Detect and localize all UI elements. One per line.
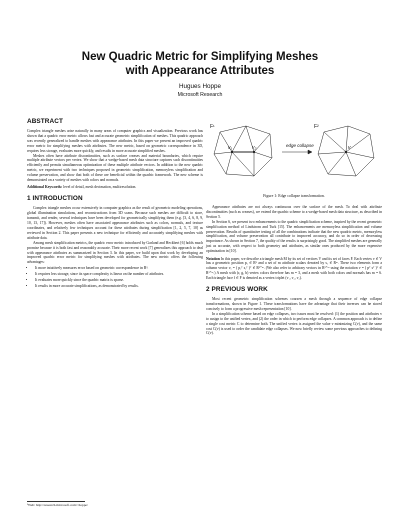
left-mesh-outline: [214, 126, 272, 176]
title-line-1: New Quadric Metric for Simplifying Meshes: [81, 51, 319, 63]
title-line-2: with Appearance Attributes: [125, 65, 275, 77]
introduction-heading: 1 INTRODUCTION: [27, 195, 83, 203]
right-column: [206, 118, 382, 336]
notation-label: Notation: [206, 256, 220, 261]
previous-work-paragraph-2: In a simplification scheme based on edge collapses, two issues must be resolved: (1) the position and attributes v to assign to the unified vertex, and (2) the order in which to perform edge collapses. A common approach is to define a single cost metric C to determine both. The unified vertex is assigned the value v minimizing C(v), and the same cost C(v) is used to order the candidate edge collapses. We now briefly review some previous approaches to defining C(v).: [206, 311, 382, 336]
author-name: Hugues Hoppe: [178, 83, 221, 90]
paper-title: [0, 50, 400, 78]
abstract-paragraph-2: Meshes often have attribute discontinuities, such as surface creases and material boundaries, which require multiple attribute vectors per vertex. We show that a wedge-based mesh data structure captures such discontinuities efficiently and permits simultaneous optimization of these multiple attribute vectors. In addition to the new quadric metric, we experiment with two techniques proposed in geometric simplification, memoryless simplification and volume preservation, and show that both of these are beneficial within the quadric framework. The new scheme is demonstrated on a variety of meshes with colors and normals.: [27, 153, 203, 183]
previous-work-heading: 2 PREVIOUS WORK: [206, 286, 268, 294]
label-edge-collapse: edge collapse: [286, 143, 314, 148]
keywords-text: level of detail, mesh decimation, multiresolution.: [63, 185, 137, 190]
left-column: [27, 118, 203, 290]
label-v1: v₁: [228, 145, 233, 151]
figure-edge-collapse: [206, 118, 382, 192]
edge-collapse-diagram: [206, 118, 382, 192]
intro-paragraph-2: Among mesh simplification metrics, the quadric error metric introduced by Garland and Heckbert [6] holds much promise because it is both fast and reasonably accurate. Their more recent work [7] generalizes this approach to deal with appearance attributes as summarized in Section 3. In this paper, we build upon that work by developing an improved quadric error metric for simplifying meshes with attributes. The new metric offers the following advantages:: [27, 240, 203, 265]
label-f2: F²: [314, 124, 319, 130]
author-affiliation: Microsoft Research: [177, 92, 223, 98]
previous-work-paragraph-1: Most recent geometric simplification schemes coarsen a mesh through a sequence of edge collapse transformations, shown in Figure 1. These transformations have the advantage that their inverses can be stored concisely to form a progressive mesh representation [10].: [206, 297, 382, 311]
notation-paragraph: [206, 257, 382, 282]
footnote: ¹Web: http://research.microsoft.com/~hoppe/: [27, 503, 88, 507]
list-item: • It requires less storage, since its space complexity is linear on the number of attributes.: [35, 272, 203, 277]
right-paragraph-1: Appearance attributes are not always continuous over the surface of the mesh. To deal with attribute discontinuities (such as creases), we extend the quadric scheme to a wedge-based mesh data structure, as described in Section 5.: [206, 205, 382, 219]
list-item: • It more intuitively measures error based on geometric correspondence in R³.: [35, 266, 203, 271]
keywords-label: Additional Keywords:: [27, 185, 63, 190]
abstract-heading: ABSTRACT: [27, 118, 63, 125]
label-v2: v₂: [252, 145, 257, 151]
label-f1: F¹: [210, 124, 215, 130]
notation-text: In this paper, we describe a triangle mesh M by its set of vertices V and its set of faces F. Each vertex v ∈ V has a geometric position pᵥ ∈ R³ and a set of m attribute scalars denoted by sᵥ ∈ Rᵐ. These two elements form a column vector vᵥ = ( pᵥᵀ sᵥᵀ )ᵀ ∈ R³⁺ᵐ. (We also refer to arbitrary vectors in R³⁺ᵐ using the notation v = ( pᵀ sᵀ )ᵀ ∈ R³⁺ᵐ.) A mesh with (r, g, b) vertex colors therefore has m = 3, and a mesh with both colors and normals has m = 6. Each triangle face f ∈ F is denoted as a vertex triplet (v₁, v₂, v₃).: [206, 256, 382, 281]
list-item: • It evaluates more quickly since the quadric matrix is sparse.: [35, 278, 203, 283]
footnote-rule: [27, 501, 85, 502]
label-v: v: [348, 145, 351, 151]
abstract-paragraph-1: Complex triangle meshes arise naturally in many areas of computer graphics and visualization. Previous work has shown that a quadric error metric allows fast and accurate geometric simplification of meshes. This quadric approach was recently generalized to handle meshes with appearance attributes. In this paper we present an improved quadric error metric for simplifying meshes with attributes. The new metric, based on geometric correspondence in 3D, requires less storage, evaluates more quickly, and results in more accurate simplified meshes.: [27, 129, 203, 153]
advantages-list: [27, 266, 203, 289]
intro-paragraph-1: Complex triangle meshes occur extensively in computer graphics as the result of geometric modeling operations, global illumination simulations, and reconstructions from 3D scans. Because such meshes are difficult to store, transmit, and render, several techniques have been developed for geometrically simplifying them (e.g. [3, 4, 6, 8, 9, 10, 13, 17]). However, meshes often have associated appearance attributes such as colors, normals, and texture coordinates, and relatively few techniques account for these attributes during simplification [1, 2, 5, 7, 10] as reviewed in Section 2. This paper presents a new technique for efficiently and accurately simplifying meshes with attribute data.: [27, 206, 203, 240]
right-paragraph-2: In Section 6, we present two enhancements to the quadric simplification scheme, inspired by the recent geometric simplification method of Lindstrom and Turk [15]. The enhancements are memoryless simplification and volume preservation. Results of quantitative testing of all the combinations indicate that the new quadric metric, memoryless simplification, and volume preservation all contribute to improved accuracy, and do so in order of decreasing importance. As shown in Section 7, the quality of the results is surprisingly good. The simplified meshes are generally just as accurate, with respect to both geometry and attributes, as similar ones produced by the more expensive optimization in [10].: [206, 219, 382, 254]
figure-caption: Figure 1: Edge collapse transformation.: [263, 194, 325, 198]
list-item: • It results in more accurate simplifications, as demonstrated by results.: [35, 284, 203, 289]
